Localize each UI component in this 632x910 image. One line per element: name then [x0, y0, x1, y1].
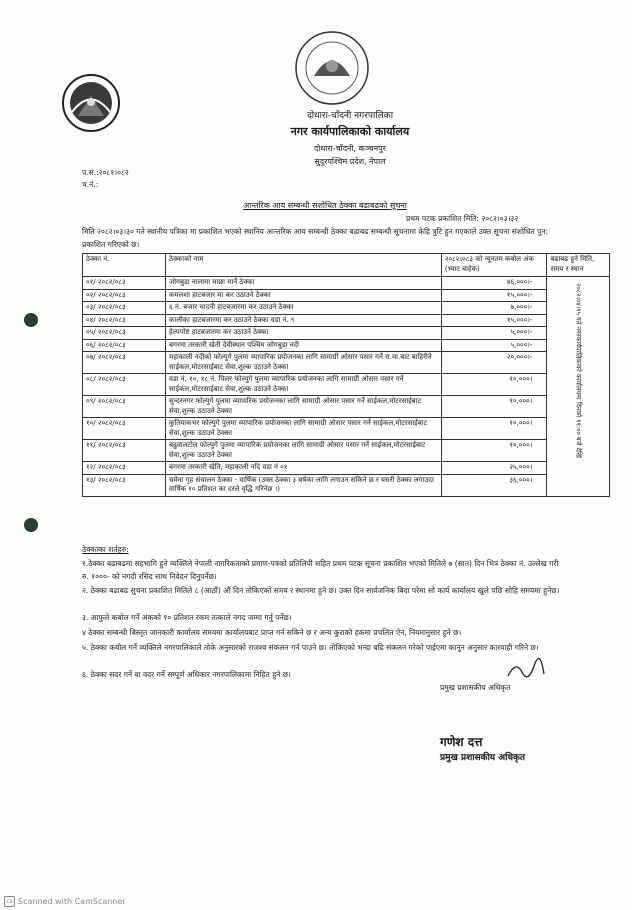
table-row — [83, 474, 610, 496]
contract-amount: ५,०००।- — [441, 327, 547, 340]
contract-no: ०५/ २०८२/०८३ — [83, 327, 166, 340]
table-row — [83, 352, 610, 374]
office-line-1: दोधारा-चाँदनी नगरपालिका — [306, 111, 394, 121]
stamp-name: गणेश दत्त — [440, 735, 483, 749]
punch-hole — [24, 313, 38, 327]
col-header-schedule: बढाबढ हुने मिति, समय र स्थान — [547, 254, 610, 277]
contract-amount: १०,०००। — [441, 374, 547, 396]
stamp-title: प्रमुख प्रशासकीय अधिकृत — [440, 753, 526, 763]
ref-number: प.सं.:२०८१।०८२ — [82, 168, 129, 177]
contract-no: १०/ २०८२/०८३ — [83, 418, 166, 440]
camscanner-icon: cs — [4, 896, 15, 907]
contract-name: महाकाली नदीको फोल्पुगे पुलमा व्यापारिक प्रयोजनका लागि सामाग्री ओसार पसार गर्ने रा.मा.बाट बाहिरीने साईकल,मोटरसाईबाट सेवा,शुल्क उठाउने ठेक्का — [166, 352, 442, 374]
table-row — [83, 418, 610, 440]
contract-no: ०९/ २०८२/०८३ — [83, 396, 166, 418]
first-published-date: प्रथम पटक प्रकाशित मिति: २०८२।०३।३२ — [406, 214, 519, 223]
condition-item: ६. ठेक्का सदर गर्ने वा वदर गर्ने सम्पूर्ण अधिकार नगरपालिकामा निहित हुने छ। — [82, 670, 291, 679]
office-line-4: सुदुरपश्चिम प्रदेश, नेपाल — [314, 157, 386, 166]
table-row — [83, 289, 610, 302]
nepal-emblem-icon — [60, 72, 122, 134]
schedule-note: २०८२।०४।१५ गते नगरकार्यपालिकाको कार्यालयमा दिनको ११:०० बजे देखि — [574, 283, 583, 458]
contract-no: १३/ २०८२/०८३ — [83, 474, 166, 496]
schedule-cell — [547, 277, 610, 497]
table-row — [83, 327, 610, 340]
contract-name: ६ नं. बजार चादनी हाटबजारमा कर उठाउने ठेक्का — [166, 302, 442, 315]
contract-name: कालीका हाटबजारमा कर उठाउने ठेक्का वडा नं. ९ — [166, 314, 442, 327]
contract-no: ०७/ २०८२/०८३ — [83, 352, 166, 374]
contract-no: ०३/ २०८२/०८३ — [83, 302, 166, 315]
notice-title: आन्तरिक आय सम्बन्धी संशोधित ठेक्का बढाबढको सूचना — [243, 201, 407, 210]
condition-item: ५. ठेक्का कबोल गर्ने व्यक्तिले नगरपालिकाले तोके अनुसारको राजश्व संकलन गर्न पाउने छ। तोकिएको भन्दा बढि संकलन गरेको पाईएमा कानून अनुसार कारवाही गरिने छ। — [82, 643, 539, 652]
table-row — [83, 462, 610, 475]
signer-title: प्रमुख प्रशासकीय अधिकृत — [440, 683, 511, 692]
contract-name: वडा नं. १०, १८ नं. पिलर फोल्पुगे पुलमा व्यापारिक प्रयोजनका लागि सामाग्री ओसार पसार गर्ने साईकल,मोटरसाईबाट सेवा,शुल्क उठाउने ठेक्का — [166, 374, 442, 396]
contract-amount: २०,०००।- — [441, 352, 547, 374]
contract-no: ०१/ २०८२/०८३ — [83, 277, 166, 290]
contract-no: ०४/ २०८२/०८३ — [83, 314, 166, 327]
contract-table — [82, 253, 610, 497]
table-row — [83, 440, 610, 462]
contract-amount: १५,०००।- — [441, 289, 547, 302]
contract-amount: १०,०००। — [441, 440, 547, 462]
col-header-no: ठेक्का नं. — [83, 254, 166, 277]
contract-no: ०८/ २०८२/०८३ — [83, 374, 166, 396]
table-row — [83, 302, 610, 315]
col-header-name: ठेक्काको नाम — [166, 254, 442, 277]
contract-name: बढुवालटोल फोल्पुगे पुलमा व्यापारिक प्रयोजनका लागि सामाग्री ओसार पसार गर्ने साईकल,मोटरसाईबाट सेवा,शुल्क उठाउने ठेक्का — [166, 440, 442, 462]
contract-name: कुतियाकभर फोल्पुगे पुलमा व्यापारिक प्रयोजनका लागि सामाग्री ओसार पसार गर्ने साईकल,मोटरसाईबाट सेवा,शुल्क उठाउने ठेक्का — [166, 418, 442, 440]
office-line-3: दोधारा-चाँदनी, कञ्चनपुर — [314, 144, 386, 153]
contract-name: हेल्पपोष्ट हाटबजारमा कर उठाउने ठेक्का — [166, 327, 442, 340]
conditions-title: ठेक्काका शर्तहरु: — [82, 545, 129, 554]
table-row — [83, 396, 610, 418]
contract-no: १२/ २०८२/०८३ — [83, 462, 166, 475]
municipal-seal-icon — [292, 28, 372, 108]
dispatch-number: च.नं.: — [82, 180, 99, 189]
contract-amount: ३६,०००। — [441, 474, 547, 496]
contract-amount: ७,०००।- — [441, 302, 547, 315]
table-header-row — [83, 254, 610, 277]
contract-amount: १०,०००। — [441, 396, 547, 418]
signature-scribble — [506, 658, 546, 682]
col-header-amount: २०८२।०८३ को न्यूनतम कबोल अंक (भ्याट बाहेक) — [441, 254, 547, 277]
condition-item: २. ठेक्का बढाबढ सुचना प्रकाशित मितिले ८ (आठौं) औं दिन तोकिएको समय र स्थानमा हुने छ। उक्त दिन सार्वजनिक बिदा परेमा सो कार्य कार्यालय खुले पछि सोहि समयमा हुनेछ। — [82, 586, 560, 595]
contract-amount: १५,०००।- — [441, 314, 547, 327]
condition-item: १.ठेक्का बढाबढमा सहभागि हुने व्यक्तिले नेपाली नागरिकताको प्रमाण-पत्रको प्रतिलिपी सहित प्रथम पटक सूचना प्रकाशित भएको मितिले ७ (सात) दिन भित्र ठेक्का नं. उल्लेख गरी रु. १०००- को नगदी रसिद साथ निवेदन दिनुपर्नेछ। — [82, 559, 559, 581]
camscanner-label: Scanned with CamScanner — [18, 897, 126, 906]
contract-no: ०६/ २०८२/०८३ — [83, 339, 166, 352]
contract-amount: ५,०००।- — [441, 339, 547, 352]
condition-item: ३. आफुले कबोल गर्ने अंकको १० प्रतिशत रकम तत्काले नगद जम्मा गर्नु पर्नेछ। — [82, 613, 292, 622]
contract-name: जोगबुडा नालामा माछा मार्ने ठेक्का — [166, 277, 442, 290]
table-row — [83, 374, 610, 396]
contract-amount: १०,०००। — [441, 418, 547, 440]
contract-name: सुन्दरनगर फोल्पुगे पुलमा व्यापारिक प्रयोजनका लागि सामाग्री ओसार पसार गर्ने साईकल,मोटरसाईबाट सेवा,शुल्क उठाउने ठेक्का — [166, 396, 442, 418]
contract-name: कमलशा हाटबजार मा कर उठाउने ठेक्का — [166, 289, 442, 302]
contract-name: बगरमा तरकारी खेति, महाकाली नदि वडा नं ०१ — [166, 462, 442, 475]
table-row — [83, 277, 610, 290]
contract-name: चमेना गृह संचालन ठेक्का - वार्षिक (उक्त ठेक्का ३ बर्षका लागि लगाउन सकिने छ र यसरी ठेक्का लगाउदा वार्षिक १० प्रतिशत का दरले वृद्धि गरिनेछ ।) — [166, 474, 442, 496]
table-row — [83, 314, 610, 327]
contract-no: ११/ २०८२/०८३ — [83, 440, 166, 462]
table-row — [83, 339, 610, 352]
camscanner-watermark — [4, 896, 126, 907]
contract-name: बगरमा तरकारी खेती देवीस्थान पश्चिम जोगबुडा नदी — [166, 339, 442, 352]
office-line-2: नगर कार्यपालिकाको कार्यालय — [290, 125, 410, 138]
condition-item: ४ ठेक्का सम्बन्धी बिस्तृत जानकारी कार्यालय समयमा कार्यालयबाट प्राप्त गर्न सकिने छ र अन्य कुराको हकमा प्रचलित ऐन, नियमानुसार हुने छ। — [82, 628, 462, 637]
contract-amount: ४६,०००।- — [441, 277, 547, 290]
notice-intro: मिति २०८२।०३।३० गते स्थानीय पत्रिका मा प्रकाशित भएको स्थानिय आन्तरिक आय सम्बन्धी ठेक्का बढाबढ सम्बन्धी सूचनामा केहि त्रुटि हुन गएकाले उक्त सूचना संशोधित पुन: प्रकाशित गरिएको छ। — [82, 227, 549, 249]
contract-no: ०२/ २०८२/०८३ — [83, 289, 166, 302]
punch-hole — [24, 518, 38, 532]
contract-amount: २५,०००। — [441, 462, 547, 475]
